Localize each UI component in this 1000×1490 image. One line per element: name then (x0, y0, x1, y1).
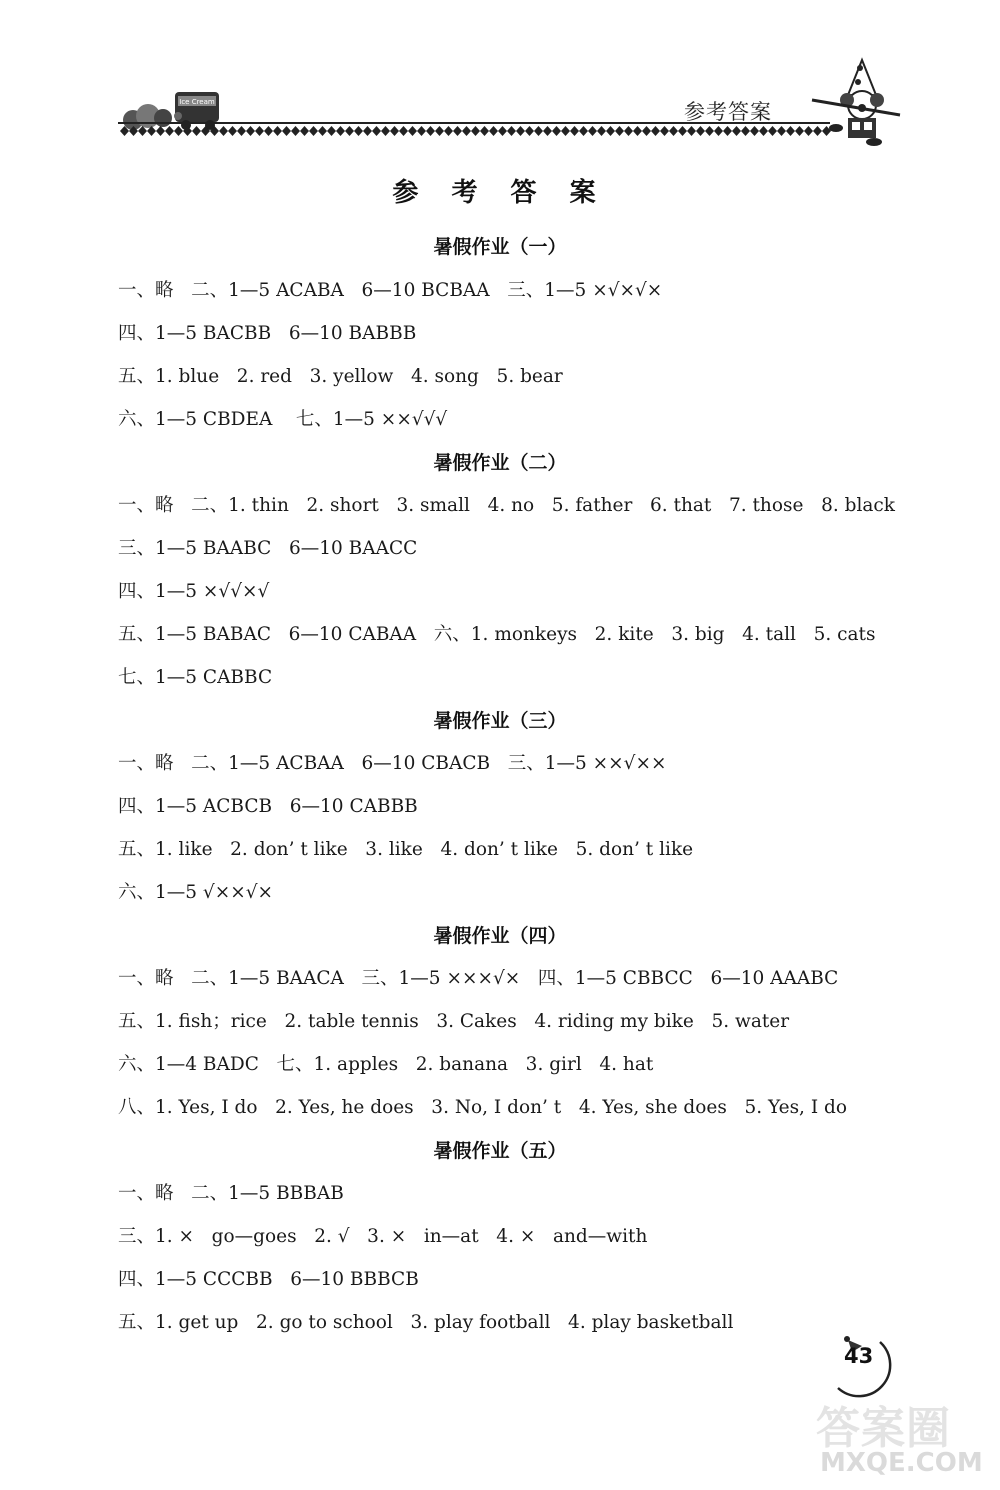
watermark (812, 1392, 1000, 1490)
ice-cream-cart-icon (123, 92, 219, 130)
page-number: 43 (844, 1344, 874, 1368)
border-diamond (615, 126, 624, 136)
answer-line: 八、1. Yes, I do 2. Yes, he does 3. No, I don’ t 4. Yes, she does 5. Yes, I do (118, 1097, 847, 1118)
border-diamond (651, 126, 660, 136)
answer-line: 五、1. fish；rice 2. table tennis 3. Cakes 4. riding my bike 5. water (118, 1011, 790, 1032)
border-diamond (363, 126, 372, 136)
border-diamond (795, 126, 804, 136)
section-title: 暑假作业（三） (433, 710, 567, 732)
border-diamond (174, 126, 183, 136)
border-diamond (714, 126, 723, 136)
border-diamond (507, 126, 516, 136)
border-diamond (588, 126, 597, 136)
section-title: 暑假作业（四） (433, 925, 567, 947)
border-diamond (327, 126, 336, 136)
border-diamond (678, 126, 687, 136)
border-diamond (642, 126, 651, 136)
border-diamond (786, 126, 795, 136)
border-diamond (759, 126, 768, 136)
section-title: 暑假作业（一） (433, 236, 567, 258)
border-diamond (453, 126, 462, 136)
border-diamond (390, 126, 399, 136)
border-diamond (309, 126, 318, 136)
answer-line: 一、略 二、1—5 BBBAB (118, 1183, 344, 1204)
answer-line: 三、1—5 BAABC 6—10 BAACC (118, 538, 418, 559)
answer-line: 三、1. × go—goes 2. √ 3. × in—at 4. × and—with (118, 1226, 648, 1247)
border-diamond (291, 126, 300, 136)
border-diamond (228, 126, 237, 136)
diamond-border (120, 126, 831, 136)
border-diamond (237, 126, 246, 136)
border-diamond (318, 126, 327, 136)
border-diamond (345, 126, 354, 136)
border-diamond (543, 126, 552, 136)
border-diamond (633, 126, 642, 136)
page-header (0, 0, 1000, 160)
answer-line: 五、1. like 2. don’ t like 3. like 4. don’ t like 5. don’ t like (118, 839, 694, 860)
border-diamond (777, 126, 786, 136)
answer-line: 一、略 二、1—5 BAACA 三、1—5 ×××√× 四、1—5 CBBCC 6—10 AAABC (118, 968, 839, 989)
border-diamond (525, 126, 534, 136)
border-diamond (165, 126, 174, 136)
answer-line: 一、略 二、1—5 ACBAA 6—10 CBACB 三、1—5 ××√×× (118, 753, 667, 774)
border-diamond (156, 126, 165, 136)
border-diamond (498, 126, 507, 136)
answer-line: 四、1—5 ×√√×√ (118, 581, 270, 602)
border-diamond (480, 126, 489, 136)
border-diamond (813, 126, 822, 136)
border-diamond (696, 126, 705, 136)
border-diamond (354, 126, 363, 136)
page-title: 参 考 答 案 (392, 178, 608, 208)
border-diamond (687, 126, 696, 136)
border-diamond (336, 126, 345, 136)
border-diamond (273, 126, 282, 136)
answer-line: 四、1—5 CCCBB 6—10 BBBCB (118, 1269, 419, 1290)
border-diamond (462, 126, 471, 136)
border-diamond (192, 126, 201, 136)
border-diamond (804, 126, 813, 136)
answer-line: 四、1—5 ACBCB 6—10 CABBB (118, 796, 418, 817)
section-title: 暑假作业（五） (433, 1140, 567, 1162)
answer-line: 六、1—4 BADC 七、1. apples 2. banana 3. girl 4. hat (118, 1054, 654, 1075)
border-diamond (723, 126, 732, 136)
border-diamond (264, 126, 273, 136)
border-diamond (219, 126, 228, 136)
border-diamond (768, 126, 777, 136)
border-diamond (624, 126, 633, 136)
answer-line: 七、1—5 CABBC (118, 667, 273, 688)
border-diamond (570, 126, 579, 136)
border-diamond (669, 126, 678, 136)
header-title: 参考答案 (684, 100, 772, 124)
border-diamond (552, 126, 561, 136)
border-diamond (435, 126, 444, 136)
border-diamond (660, 126, 669, 136)
border-diamond (732, 126, 741, 136)
border-diamond (741, 126, 750, 136)
answer-line: 六、1—5 √××√× (118, 882, 274, 903)
watermark-logo-text: 答案圈 (816, 1403, 951, 1454)
border-diamond (300, 126, 309, 136)
border-diamond (534, 126, 543, 136)
border-diamond (246, 126, 255, 136)
border-diamond (372, 126, 381, 136)
answer-line: 五、1—5 BABAC 6—10 CABAA 六、1. monkeys 2. kite 3. big 4. tall 5. cats (118, 624, 876, 645)
border-diamond (561, 126, 570, 136)
cart-sign-text: Ice Cream (179, 98, 215, 106)
answer-line: 四、1—5 BACBB 6—10 BABBB (118, 323, 417, 344)
border-diamond (444, 126, 453, 136)
section-title: 暑假作业（二） (433, 452, 567, 474)
border-diamond (381, 126, 390, 136)
answer-line: 一、略 二、1. thin 2. short 3. small 4. no 5. father 6. that 7. those 8. black (118, 495, 895, 516)
border-diamond (489, 126, 498, 136)
border-diamond (255, 126, 264, 136)
border-diamond (399, 126, 408, 136)
border-diamond (579, 126, 588, 136)
border-diamond (516, 126, 525, 136)
border-diamond (597, 126, 606, 136)
watermark-url: MXQE.COM (820, 1448, 983, 1478)
border-diamond (471, 126, 480, 136)
border-diamond (705, 126, 714, 136)
answer-line: 六、1—5 CBDEA 七、1—5 ××√√√ (118, 409, 448, 430)
border-diamond (408, 126, 417, 136)
answer-line: 五、1. get up 2. go to school 3. play football 4. play basketball (118, 1312, 734, 1333)
answer-line: 一、略 二、1—5 ACABA 6—10 BCBAA 三、1—5 ×√×√× (118, 280, 663, 301)
answer-line: 五、1. blue 2. red 3. yellow 4. song 5. bear (118, 366, 563, 387)
border-diamond (426, 126, 435, 136)
border-diamond (606, 126, 615, 136)
header-decoration (0, 0, 1000, 160)
border-diamond (417, 126, 426, 136)
border-diamond (282, 126, 291, 136)
border-diamond (750, 126, 759, 136)
